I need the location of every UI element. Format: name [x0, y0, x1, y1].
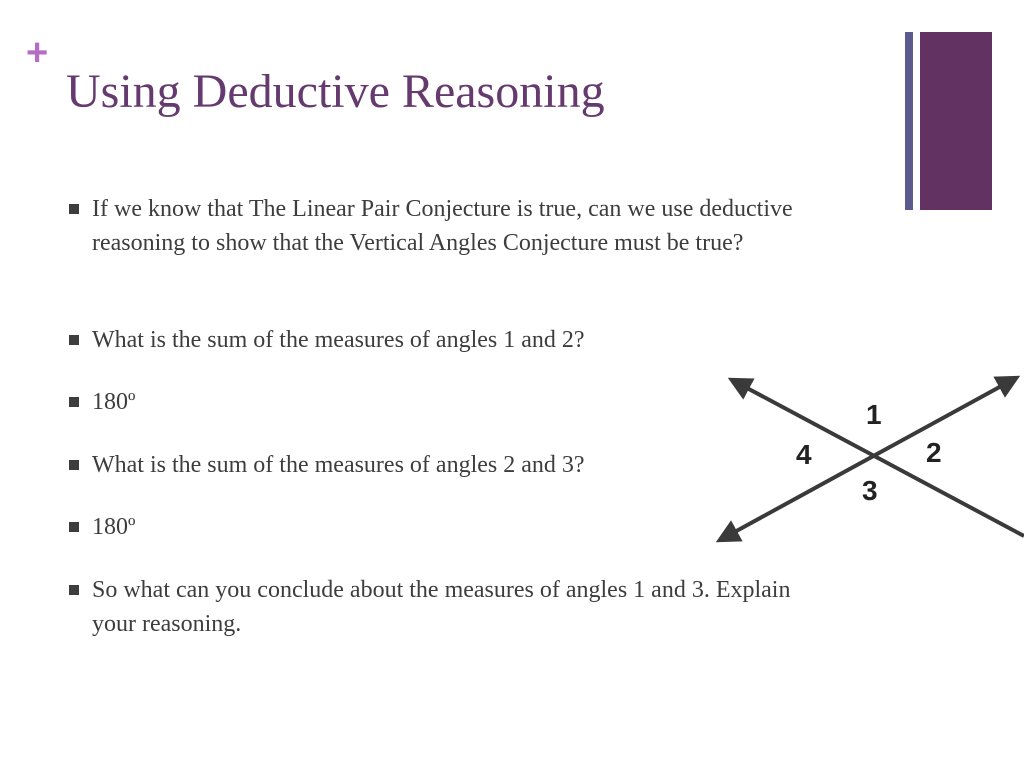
slide-title: Using Deductive Reasoning [66, 65, 605, 118]
angle-label-4: 4 [796, 439, 812, 470]
accent-bar-thick [920, 32, 992, 210]
angle-label-1: 1 [866, 399, 882, 430]
plus-icon: + [26, 32, 49, 74]
accent-bar-thin [905, 32, 913, 210]
square-bullet-icon [69, 204, 79, 214]
bullet-item [66, 510, 796, 544]
square-bullet-icon [69, 585, 79, 595]
square-bullet-icon [69, 460, 79, 470]
angle-label-3: 3 [862, 475, 878, 506]
bullet-text: If we know that The Linear Pair Conjecture is true, can we use deductive reasoning to show that the Vertical Angles Conjecture must be true? [92, 196, 793, 256]
bullet-item [66, 192, 796, 260]
bullet-item [66, 323, 796, 357]
bullet-item [66, 448, 796, 482]
bullet-text: What is the sum of the measures of angles 2 and 3? [92, 452, 585, 478]
angle-label-2: 2 [926, 437, 942, 468]
square-bullet-icon [69, 522, 79, 532]
bullet-text: 180º [92, 514, 136, 540]
bullet-item [66, 573, 796, 641]
vertical-angles-diagram [710, 368, 1024, 558]
bullet-text: What is the sum of the measures of angles 1 and 2? [92, 327, 585, 353]
bullet-text: 180º [92, 389, 136, 415]
bullet-text: So what can you conclude about the measures of angles 1 and 3. Explain your reasoning. [92, 577, 791, 637]
square-bullet-icon [69, 335, 79, 345]
bullet-item [66, 385, 796, 419]
square-bullet-icon [69, 397, 79, 407]
